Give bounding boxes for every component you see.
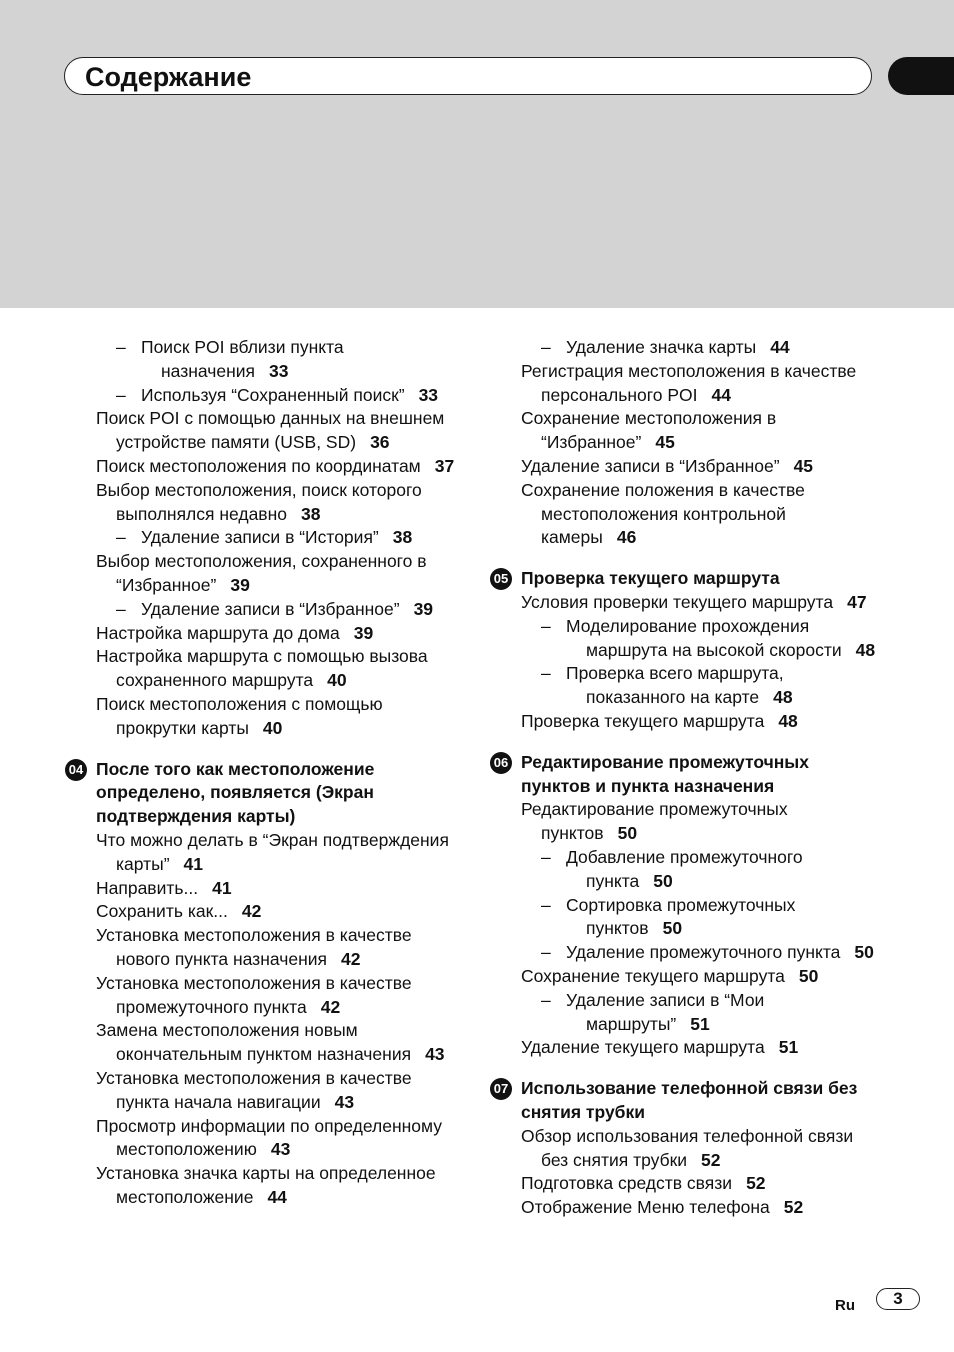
title-frame [64,57,872,95]
toc-entry-text: Удаление записи в “Мои маршруты” [566,989,765,1034]
toc-page-number: 42 [241,901,262,922]
toc-entry[interactable] [521,1196,881,1220]
toc-page-number: 43 [270,1139,291,1160]
toc-entry[interactable] [96,455,466,479]
toc-entry-text: Установка значка карты на определенное местоположение [96,1163,436,1207]
toc-page-number: 52 [746,1173,766,1194]
dash-bullet: – [541,846,551,867]
toc-entry-text: Поиск местоположения с помощью прокрутки карты [96,693,383,738]
dash-bullet: – [541,663,551,684]
toc-page-number: 43 [425,1044,445,1065]
toc-entry-text: Настройка маршрута до дома [96,622,340,643]
toc-entry[interactable] [521,1036,881,1060]
toc-page-number: 50 [854,942,874,963]
toc-entry-text: Сохранить как... [96,901,228,922]
toc-entry-text: Используя “Сохраненный поиск” [141,384,405,405]
toc-entry-text: Регистрация местоположения в качестве персонального POI [521,360,857,405]
page-number: 3 [876,1288,920,1310]
toc-page-number: 37 [434,455,455,476]
toc-page-number: 48 [773,687,793,708]
toc-entry-text: Моделирование прохождения маршрута на высокой скорости [566,615,842,660]
toc-entry-text: Подготовка средств связи [521,1173,733,1194]
toc-entry[interactable] [521,965,881,989]
dash-bullet: – [541,942,551,963]
toc-entry-text: Поиск местоположения по координатам [96,455,421,476]
toc-entry-text: Удаление записи в “Избранное” [141,598,400,619]
toc-entry[interactable] [96,900,466,924]
toc-entry-text: Добавление промежуточного пункта [566,846,803,891]
toc-entry[interactable] [96,550,466,598]
chapter-number-badge: 06 [490,752,512,774]
toc-entry[interactable] [521,455,881,479]
toc-page-number: 33 [418,384,439,405]
toc-entry[interactable] [521,798,881,846]
toc-section [493,1077,881,1220]
toc-page-number: 45 [793,455,814,476]
dash-bullet: – [116,384,126,405]
toc-entry-text: Проверка всего маршрута, показанного на карте [566,663,784,708]
toc-page-number: 48 [778,710,798,731]
chapter-number-badge: 04 [65,759,87,781]
dash-bullet: – [116,337,126,357]
toc-page-number: 50 [653,870,673,891]
toc-entry-text: Условия проверки текущего маршрута [521,591,834,612]
toc-entry[interactable] [96,479,466,527]
toc-entry-text: Удаление записи в “История” [141,527,379,548]
toc-section [493,567,881,734]
toc-subentry[interactable] [116,598,466,622]
section-tab [888,57,954,95]
toc-page-number: 50 [617,823,638,844]
header-band [0,0,954,308]
toc-entry-text: Просмотр информации по определенному местоположению [96,1115,442,1160]
toc-entry[interactable] [521,710,881,734]
toc-entry-text: Удаление текущего маршрута [521,1037,765,1058]
chapter-title[interactable]: После того как местоположение определено, появляется (Экран подтверждения карты) [96,758,375,827]
dash-bullet: – [541,615,551,636]
toc-entry-text: Направить... [96,877,199,898]
toc-page-number: 44 [267,1186,287,1207]
toc-page-number: 43 [334,1091,355,1112]
toc-entry-text: Что можно делать в “Экран подтверждения карты” [96,829,449,874]
toc-page-number: 38 [301,503,321,524]
toc-subentry[interactable] [541,662,881,710]
toc-page-number: 50 [662,918,683,939]
toc-entry-text: Обзор использования телефонной связи без снятия трубки [521,1125,854,1170]
language-label: Ru [835,1297,855,1314]
toc-page-number: 51 [690,1013,710,1034]
toc-page-number: 44 [711,384,731,405]
toc-entry-text: Установка местоположения в качестве промежуточного пункта [96,972,412,1017]
toc-subentry[interactable] [541,894,881,942]
toc-entry[interactable] [521,407,881,455]
toc-page-number: 40 [262,717,283,738]
toc-section [493,751,881,1060]
toc-page-number: 36 [370,432,390,453]
toc-entry-text: Сохранение положения в качестве местоположения контрольной камеры [521,479,805,548]
chapter-title[interactable]: Использование телефонной связи без снятия трубки [521,1078,858,1122]
toc-entry[interactable] [96,877,466,901]
toc-entry[interactable] [96,693,466,741]
toc-page-number: 33 [269,360,289,381]
toc-entry-text: Настройка маршрута с помощью вызова сохраненного маршрута [96,646,428,691]
toc-page-number: 51 [778,1037,799,1058]
toc-entry[interactable] [96,1162,466,1210]
chapter-title[interactable]: Редактирование промежуточных пунктов и пункта назначения [521,751,809,796]
toc-page-number: 41 [212,877,232,898]
toc-page-number: 42 [320,996,341,1017]
toc-page-number: 38 [392,527,413,548]
toc-entry-text: Проверка текущего маршрута [521,710,765,731]
toc-entry-text: Выбор местоположения, сохраненного в “Избранное” [96,551,427,595]
toc-page-number: 50 [798,965,819,986]
toc-subentry[interactable] [541,336,881,360]
toc-entry[interactable] [521,1125,881,1173]
toc-section [68,758,466,1210]
chapter-number-badge: 07 [490,1078,512,1100]
toc-page-number: 39 [413,598,434,619]
toc-page-number: 39 [230,574,250,595]
toc-page-number: 46 [616,527,637,548]
toc-page-number: 48 [855,639,876,660]
toc-entry-text: Установка местоположения в качестве нового пункта назначения [96,925,412,969]
dash-bullet: – [541,337,551,357]
toc-entry-text: Поиск POI с помощью данных на внешнем устройстве памяти (USB, SD) [96,408,445,453]
chapter-number-badge: 05 [490,568,512,590]
toc-page-number: 44 [770,337,790,357]
toc-subentry[interactable] [116,526,466,550]
toc-page-number: 52 [783,1197,804,1218]
dash-bullet: – [541,989,551,1010]
page-title: Содержание [85,62,252,92]
toc-entry-text: Удаление промежуточного пункта [566,942,841,963]
toc-entry[interactable] [96,924,466,972]
toc-entry[interactable] [521,479,881,550]
toc-subentry[interactable] [541,941,881,965]
chapter-title[interactable]: Проверка текущего маршрута [521,568,780,589]
toc-entry[interactable] [521,1172,881,1196]
toc-subentry[interactable] [116,384,466,408]
toc-page-number: 39 [353,622,374,643]
toc-subentry[interactable] [541,615,881,663]
toc-entry[interactable] [96,1115,466,1163]
toc-entry[interactable] [96,1067,466,1115]
toc-page-number: 52 [701,1149,721,1170]
toc-entry-text: Выбор местоположения, поиск которого выполнялся недавно [96,479,422,524]
toc-entry[interactable] [96,972,466,1020]
toc-subentry[interactable] [116,336,466,384]
toc-entry[interactable] [96,829,466,877]
toc-subentry[interactable] [541,989,881,1037]
toc-entry[interactable] [96,1019,466,1067]
toc-entry-text: Сохранение местоположения в “Избранное” [521,408,777,453]
toc-page-number: 42 [340,948,361,969]
toc-entry[interactable] [96,622,466,646]
toc-entry-text: Замена местоположения новым окончательным пунктом назначения [96,1020,412,1065]
dash-bullet: – [116,527,126,548]
toc-entry[interactable] [521,360,881,408]
toc-entry-text: Установка местоположения в качестве пункта начала навигации [96,1067,412,1112]
toc-subentry[interactable] [541,846,881,894]
dash-bullet: – [541,894,551,915]
toc-entry[interactable] [96,407,466,455]
toc-entry[interactable] [521,591,881,615]
toc-page-number: 47 [847,591,867,612]
toc-entry-text: Редактирование промежуточных пунктов [521,799,788,844]
toc-page-number: 45 [655,432,675,453]
dash-bullet: – [116,598,126,619]
toc-entry-text: Сохранение текущего маршрута [521,965,785,986]
toc-page-number: 41 [183,853,204,874]
toc-entry[interactable] [96,645,466,693]
toc-entry-text: Удаление значка карты [566,337,757,357]
toc-page-number: 40 [327,670,347,691]
toc-entry-text: Удаление записи в “Избранное” [521,455,780,476]
toc-column-left [68,336,466,1210]
toc-entry-text: Сортировка промежуточных пунктов [566,894,796,939]
toc-entry-text: Отображение Меню телефона [521,1197,770,1218]
toc-entry-text: Поиск POI вблизи пункта назначения [141,337,344,381]
toc-column-right [493,336,881,1220]
